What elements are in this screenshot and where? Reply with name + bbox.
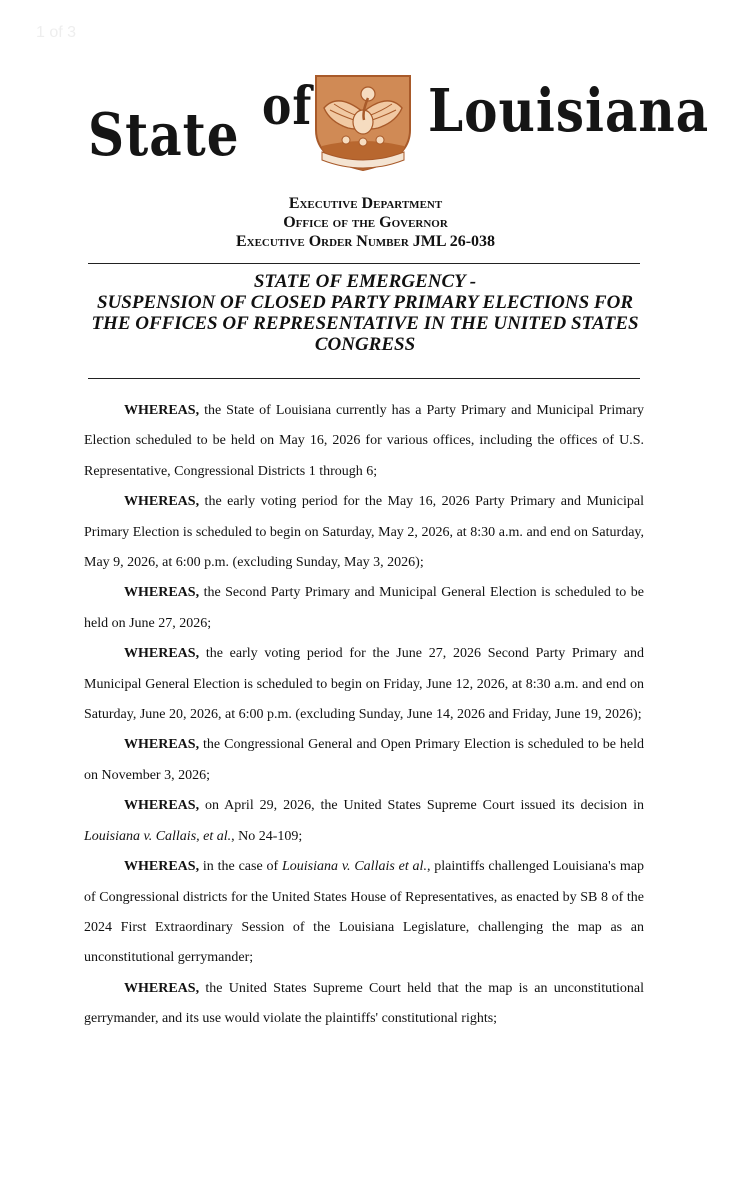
order-body bbox=[84, 396, 644, 1035]
title-line-3: THE OFFICES OF REPRESENTATIVE IN THE UNITED STATES bbox=[91, 313, 639, 334]
paragraph-text: the Second Party Primary and Municipal General Election is scheduled to be held on June 27, 2026; bbox=[84, 585, 644, 631]
title-line-4: CONGRESS bbox=[314, 334, 416, 355]
paragraph-text: the State of Louisiana currently has a Party Primary and Municipal Primary Election scheduled to be held on May 16, 2026 for various offices, including the offices of U.S. Representative, Congressional Districts 1 through 6; bbox=[84, 403, 644, 479]
whereas-paragraph-5 bbox=[84, 730, 644, 791]
paragraph-text: the Congressional General and Open Primary Election is scheduled to be held on November 3, 2026; bbox=[84, 737, 644, 783]
paragraph-text: in the case of bbox=[199, 859, 282, 875]
paragraph-text: the early voting period for the June 27, 2026 Second Party Primary and Municipal General Election is scheduled to begin on Friday, June 12, 2026, at 8:30 a.m. and end on Saturday, June 20, 2026, at 6:00 p.m. (excluding Sunday, June 14, 2026 and Friday, June 19, 2026); bbox=[84, 646, 644, 723]
whereas-lead: WHEREAS, bbox=[124, 980, 200, 996]
whereas-paragraph-4 bbox=[84, 639, 644, 730]
whereas-paragraph-8 bbox=[84, 974, 644, 1035]
whereas-lead: WHEREAS, bbox=[124, 646, 200, 662]
divider-top bbox=[88, 263, 640, 264]
paragraph-text: the United States Supreme Court held that the map is an unconstitutional gerrymander, and its use would violate the plaintiffs' constitutional rights; bbox=[84, 980, 644, 1027]
document-header bbox=[0, 194, 731, 251]
paragraph-text: on April 29, 2026, the United States Supreme Court issued its decision in bbox=[199, 798, 644, 814]
whereas-paragraph-1 bbox=[84, 396, 644, 487]
masthead-word-state: State bbox=[88, 99, 240, 169]
divider-bottom bbox=[88, 378, 640, 379]
paragraph-text: , plaintiffs challenged Louisiana's map of Congressional districts for the United States House of Representatives, as enacted by SB 8 of the 2024 First Extraordinary Session of the Louisiana Legislature, challenging the map as an unconstitutional gerrymander; bbox=[84, 859, 644, 966]
title-line-2: SUSPENSION OF CLOSED PARTY PRIMARY ELECTIONS FOR bbox=[97, 292, 633, 313]
whereas-lead: WHEREAS, bbox=[124, 859, 200, 875]
whereas-lead: WHEREAS, bbox=[124, 585, 200, 601]
title-line-1: STATE OF EMERGENCY - bbox=[253, 271, 477, 292]
order-title bbox=[60, 271, 670, 355]
whereas-paragraph-6 bbox=[84, 791, 644, 852]
whereas-paragraph-7 bbox=[84, 852, 644, 974]
whereas-lead: WHEREAS, bbox=[124, 737, 200, 753]
masthead-word-louisiana: Louisiana bbox=[428, 75, 710, 145]
case-citation: Louisiana v. Callais, et al. bbox=[84, 828, 232, 844]
masthead bbox=[0, 72, 731, 182]
whereas-paragraph-2 bbox=[84, 487, 644, 578]
header-order-number: Executive Order Number JML 26-038 bbox=[235, 233, 496, 250]
whereas-paragraph-3 bbox=[84, 578, 644, 639]
pelican-seal-icon bbox=[308, 72, 418, 172]
header-department: Executive Department bbox=[288, 195, 443, 212]
paragraph-text: the early voting period for the May 16, 2026 Party Primary and Municipal Primary Election is scheduled to begin on Saturday, May 2, 2026, at 8:30 a.m. and end on Saturday, May 9, 2026, at 6:00 p.m. (excluding Sunday, May 3, 2026); bbox=[84, 494, 644, 571]
case-citation: Louisiana v. Callais et al. bbox=[281, 859, 427, 875]
whereas-lead: WHEREAS, bbox=[124, 798, 200, 814]
masthead-word-of: of bbox=[262, 76, 313, 137]
paragraph-text: , No 24-109; bbox=[231, 828, 303, 844]
whereas-lead: WHEREAS, bbox=[124, 403, 200, 418]
page-label: 1 of 3 bbox=[36, 24, 77, 41]
whereas-lead: WHEREAS, bbox=[124, 494, 200, 510]
header-office: Office of the Governor bbox=[283, 214, 448, 231]
